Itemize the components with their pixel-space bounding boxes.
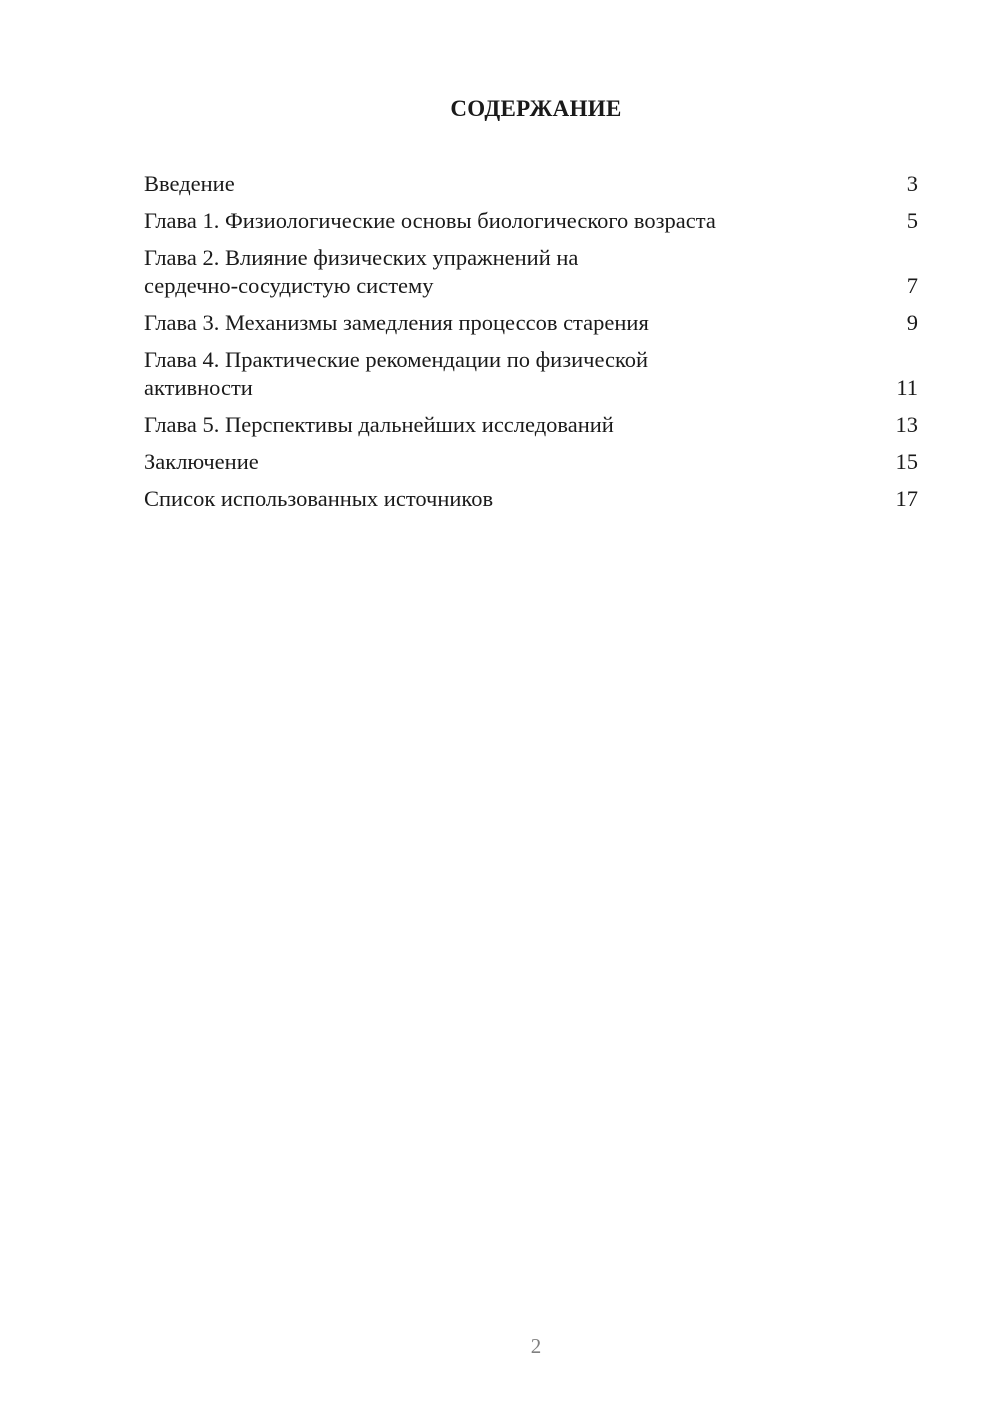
toc-entry-label: Список использованных источников [144,486,494,511]
page-title: СОДЕРЖАНИЕ [450,96,622,121]
toc-entry-label: Глава 1. Физиологические основы биологического возраста [144,208,716,233]
toc-entry-page: 17 [895,486,918,511]
toc-entry-label: Введение [144,171,235,196]
toc-entry-chapter-1 [144,207,918,235]
toc-entry-references [144,485,918,513]
toc-entry-label: Глава 5. Перспективы дальнейших исследований [144,412,614,437]
toc-entry-page: 11 [896,375,918,400]
toc-entry-page: 5 [906,208,918,233]
toc-entry-chapter-5 [144,411,918,439]
toc-entry-introduction [144,170,918,198]
toc-entry-label: Глава 2. Влияние физических упражнений на сердечно-сосудистую систему [144,245,579,298]
toc-entry-chapter-2 [144,244,918,300]
page-number: 2 [530,1334,542,1358]
toc-entry-conclusion [144,448,918,476]
toc-entry-label: Заключение [144,449,259,474]
toc-entry-page: 9 [906,310,918,335]
toc-entry-page: 15 [895,449,918,474]
toc-entry-page: 7 [906,273,918,298]
toc-entry-chapter-4 [144,346,918,402]
table-of-contents [144,170,918,522]
toc-entry-label: Глава 4. Практические рекомендации по физической активности [144,347,649,400]
toc-entry-page: 3 [906,171,918,196]
toc-entry-label: Глава 3. Механизмы замедления процессов старения [144,310,649,335]
toc-entry-chapter-3 [144,309,918,337]
toc-entry-page: 13 [895,412,918,437]
